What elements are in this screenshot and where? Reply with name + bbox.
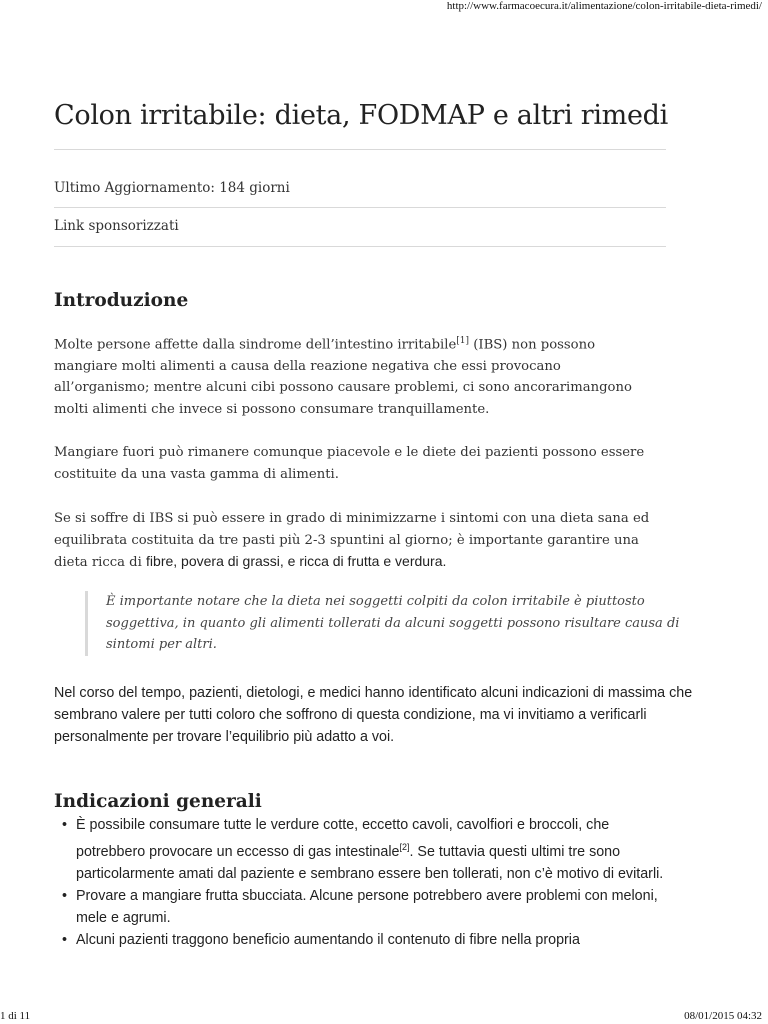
blockquote [85,591,706,656]
divider [54,246,666,247]
intro-paragraph-2: Mangiare fuori può rimanere comunque piacevole e le diete dei pazienti possono essere costituite da una vasta gamma di alimenti. [54,445,645,482]
list-item: • Provare a mangiare frutta sbucciata. Alcune persone potrebbero avere problemi con meloni, mele e agrumi. [54,885,674,929]
divider [54,207,666,208]
intro-heading: Introduzione [54,290,189,311]
footnote-ref-2[interactable]: [2] [399,842,410,852]
last-updated: Ultimo Aggiornamento: 184 giorni [54,180,290,196]
general-list [54,814,674,951]
sponsored-links-label: Link sponsorizzati [54,218,179,234]
intro-paragraph-3: Se si soffre di IBS si può essere in grado di minimizzarne i sintomi con una dieta sana ed equilibrata costituita da tre pasti più 2-3 spuntini al giorno; è importante garantire una dieta ricca di ﬁbre, povera di grassi, e ricca di frutta e verdura. [54,511,650,570]
list-item: • È possibile consumare tutte le verdure cotte, eccetto cavoli, cavolﬁori e broccoli, che potrebbero provocare un eccesso di gas intestinale[2]. Se tuttavia questi ultimi tre sono particolarmente amati dal paziente e sembrano essere ben tollerati, non c’è motivo di evitarli. [54,814,674,885]
bullet-icon: • [62,931,68,948]
bullet-icon: • [62,887,68,904]
blockquote-text: È importante notare che la dieta nei soggetti colpiti da colon irritabile è piuttosto soggettiva, in quanto gli alimenti tollerati da alcuni soggetti possono risultare causa di sintomi per altri. [106,594,680,652]
page-number: 1 di 11 [0,1010,31,1022]
footnote-ref-1[interactable]: [1] [456,336,470,346]
page-url[interactable]: http://www.farmacoecura.it/alimentazione/colon-irritabile-dieta-rimedi/ [446,0,762,12]
article-title: Colon irritabile: dieta, FODMAP e altri rimedi [54,100,668,131]
divider [54,149,666,150]
list-item: • Alcuni pazienti traggono beneﬁcio aumentando il contenuto di ﬁbre nella propria [54,929,674,951]
print-datetime: 08/01/2015 04:32 [684,1010,762,1022]
intro-paragraph-4: Nel corso del tempo, pazienti, dietologi, e medici hanno identiﬁcato alcuni indicazioni di massima che sembrano valere per tutti coloro che soffrono di questa condizione, ma vi invitiamo a veriﬁcarli personalmente per trovare l’equilibrio più adatto a voi. [54,685,693,745]
intro-paragraph-1: Molte persone affette dalla sindrome dell’intestino irritabile[1] (IBS) non possono mangiare molti alimenti a causa della reazione negativa che essi provocano all’organismo; mentre alcuni cibi possono causare problemi, ci sono ancorarimangono molti alimenti che invece si possono consumare tranquillamente. [54,336,632,417]
bullet-icon: • [62,817,68,833]
general-heading: Indicazioni generali [54,791,262,812]
